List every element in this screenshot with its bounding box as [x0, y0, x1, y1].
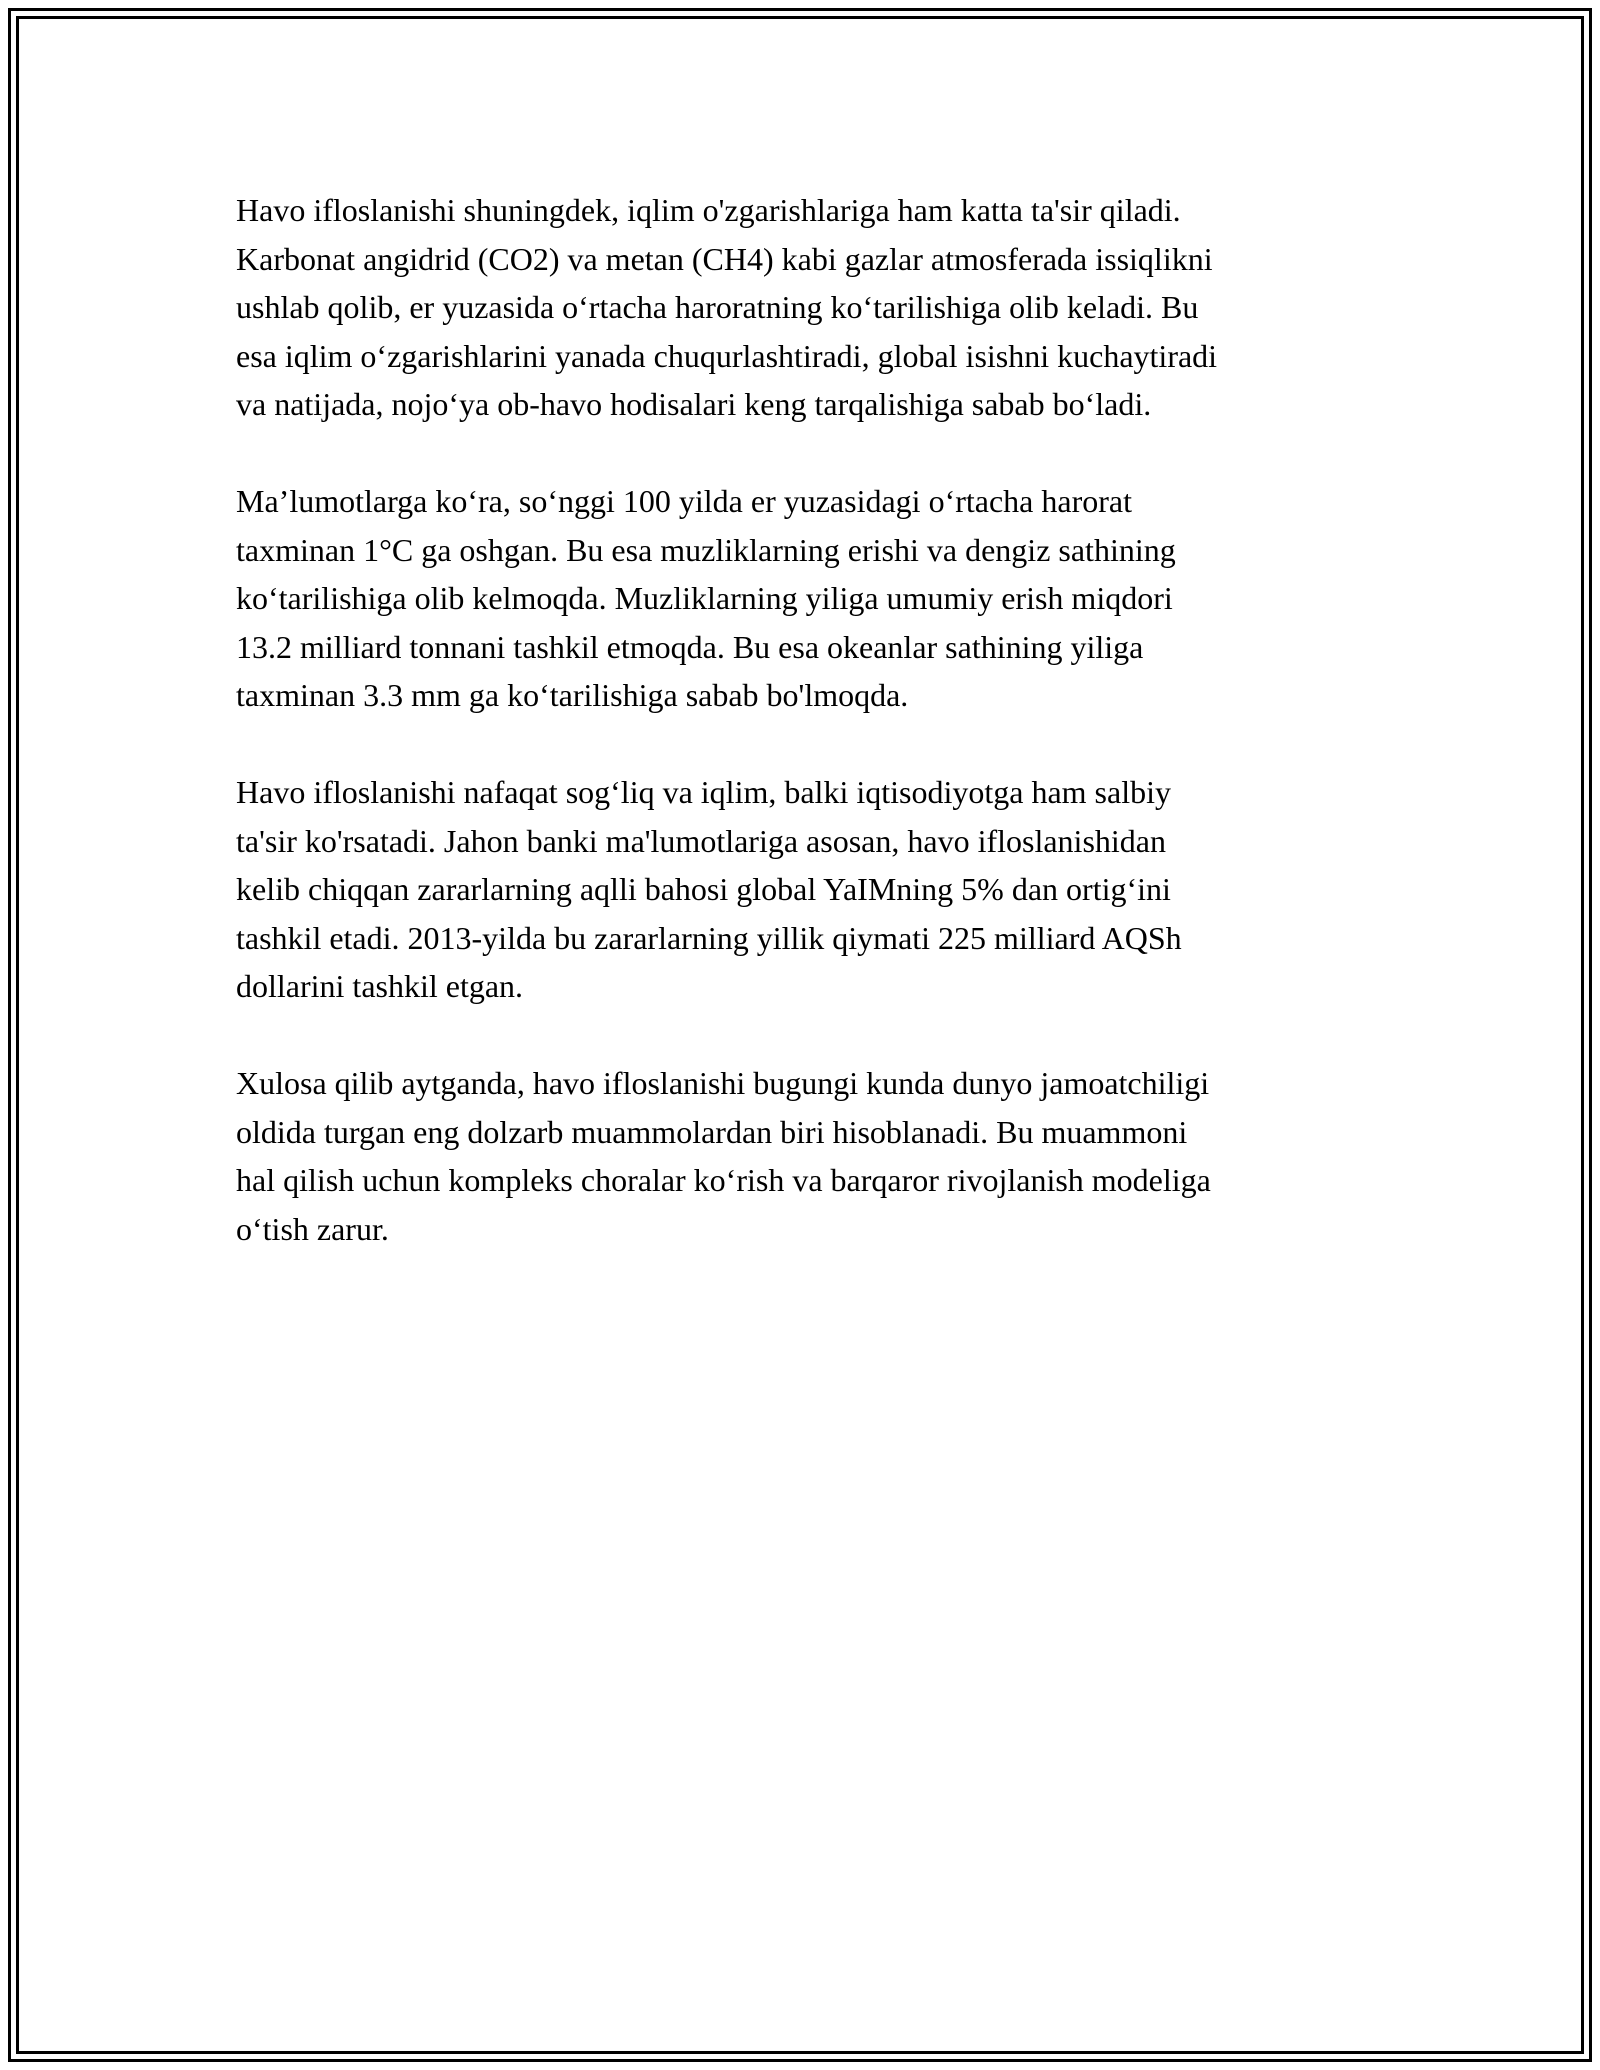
- text-line: ushlab qolib, er yuzasida o‘rtacha haroratning ko‘tarilishiga olib keladi. Bu: [236, 289, 1199, 325]
- text-line: Havo ifloslanishi shuningdek, iqlim o'zgarishlariga ham katta ta'sir qiladi.: [236, 192, 1181, 228]
- text-line: dollarini tashkil etgan.: [236, 968, 524, 1004]
- text-line: hal qilish uchun kompleks choralar ko‘rish va barqaror rivojlanish modeliga: [236, 1162, 1211, 1198]
- text-line: Karbonat angidrid (CO2) va metan (CH4) kabi gazlar atmosferada issiqlikni: [236, 240, 1213, 277]
- document-body: [236, 186, 1366, 1302]
- text-line: tashkil etadi. 2013-yilda bu zararlarning yillik qiymati 225 milliard AQSh: [236, 919, 1182, 956]
- text-line: ta'sir ko'rsatadi. Jahon banki ma'lumotlariga asosan, havo ifloslanishidan: [236, 822, 1166, 859]
- text-line: va natijada, nojo‘ya ob-havo hodisalari keng tarqalishiga sabab bo‘ladi.: [236, 386, 1152, 422]
- paragraph-temperature-data: [236, 477, 1366, 720]
- text-line: ko‘tarilishiga olib kelmoqda. Muzliklarning yiliga umumiy erish miqdori: [236, 580, 1173, 616]
- text-line: o‘tish zarur.: [236, 1210, 389, 1247]
- text-line: Xulosa qilib aytganda, havo ifloslanishi bugungi kunda dunyo jamoatchiligi: [236, 1065, 1210, 1101]
- text-line: kelib chiqqan zararlarning aqlli bahosi global YaIMning 5% dan ortig‘ini: [236, 871, 1171, 907]
- text-line: esa iqlim o‘zgarishlarini yanada chuqurlashtiradi, global isishni kuchaytiradi: [236, 337, 1218, 374]
- text-line: 13.2 milliard tonnani tashkil etmoqda. Bu esa okeanlar sathining yiliga: [236, 628, 1144, 665]
- paragraph-conclusion: [236, 1059, 1366, 1253]
- text-line: oldida turgan eng dolzarb muammolardan biri hisoblanadi. Bu muammoni: [236, 1113, 1188, 1150]
- text-line: Havo ifloslanishi nafaqat sog‘liq va iqlim, balki iqtisodiyotga ham salbiy: [236, 774, 1171, 810]
- text-line: Ma’lumotlarga ko‘ra, so‘nggi 100 yilda er yuzasidagi o‘rtacha harorat: [236, 483, 1132, 519]
- paragraph-economic-impact: [236, 768, 1366, 1011]
- text-line: taxminan 1°C ga oshgan. Bu esa muzliklarning erishi va dengiz sathining: [236, 531, 1176, 568]
- paragraph-climate-impact: [236, 186, 1366, 429]
- text-line: taxminan 3.3 mm ga ko‘tarilishiga sabab bo'lmoqda.: [236, 677, 909, 713]
